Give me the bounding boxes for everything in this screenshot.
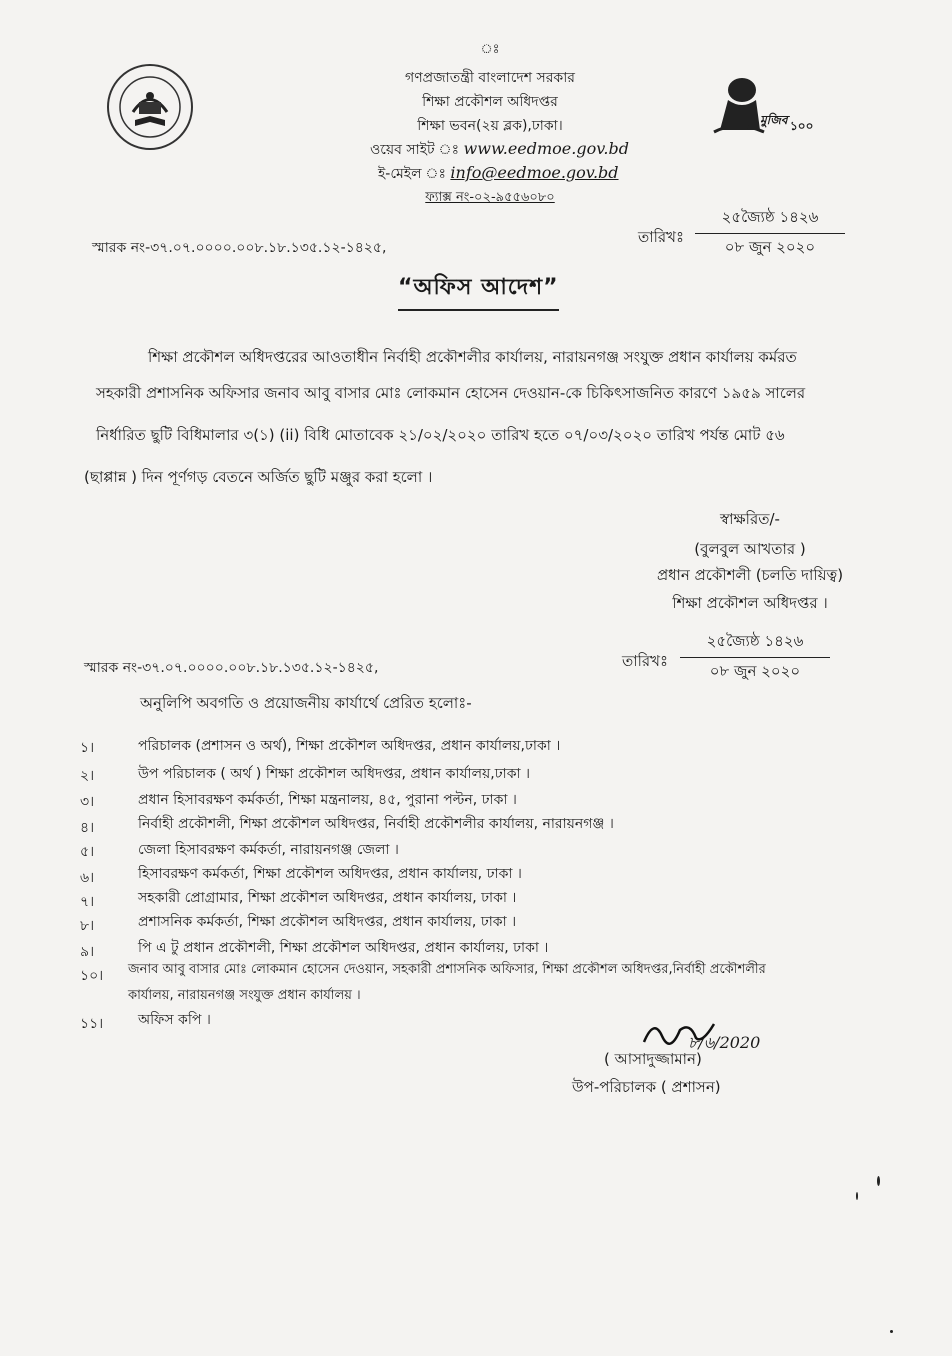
page-title: “অফিস আদেশ” [398,270,559,311]
copy-date-divider [680,657,830,658]
date-divider [695,233,845,234]
website-label: ওয়েব সাইট ঃ [370,142,460,158]
list-num-1: ১। [80,740,95,756]
list-num-9: ৯। [80,944,95,960]
signatory-name: (বুলবুল আখতার ) [694,540,806,558]
email-row [378,162,619,186]
mujib-logo-year: ১০০ [790,119,814,133]
list-item-9: পি এ টু প্রধান প্রকৌশলী, শিক্ষা প্রকৌশল অধিদপ্তর, প্রধান কার্যালয়, ঢাকা । [138,940,549,956]
copy-memo-number: স্মারক নং-৩৭.০৭.০০০০.০০৮.১৮.১৩৫.১২-১৪২৫, [84,660,379,676]
signatory-designation: প্রধান প্রকৌশলী (চলতি দায়িত্ব) [656,566,844,584]
memo-number: স্মারক নং-৩৭.০৭.০০০০.০০৮.১৮.১৩৫.১২-১৪২৫, [92,240,387,256]
list-item-10: জনাব আবু বাসার মোঃ লোকমান হোসেন দেওয়ান, সহকারী প্রশাসনিক অফিসার, শিক্ষা প্রকৌশল অধিদপ্তর,নির্বাহী প্রকৌশলীর [128,962,766,977]
list-item-5: জেলা হিসাবরক্ষণ কর্মকর্তা, নারায়নগঞ্জ জেলা । [138,842,399,858]
date-block [695,206,845,261]
list-num-4: ৪। [80,820,95,836]
date-bangla: ২৫জ্যৈষ্ঠ ১৪২৬ [721,208,819,226]
list-item-1: পরিচালক (প্রশাসন ও অর্থ), শিক্ষা প্রকৌশল অধিদপ্তর, প্রধান কার্যালয়,ঢাকা । [138,738,561,754]
list-num-2: ২। [80,768,95,784]
copy-intro: অনুলিপি অবগতি ও প্রয়োজনীয় কার্যার্থে প্রেরিত হলোঃ- [140,694,472,712]
list-num-8: ৮। [80,918,95,934]
date-label: তারিখঃ [638,228,684,246]
signatory-office: শিক্ষা প্রকৌশল অধিদপ্তর । [672,594,828,612]
copy-date-english: ০৮ জুন ২০২০ [709,662,801,680]
list-item-11: অফিস কপি । [138,1012,211,1028]
list-item-2: উপ পরিচালক ( অর্থ ) শিক্ষা প্রকৌশল অধিদপ্তর, প্রধান কার্যালয়,ঢাকা । [138,766,531,782]
list-num-10: ১০। [80,968,104,984]
list-item-3: প্রধান হিসাবরক্ষণ কর্মকর্তা, শিক্ষা মন্ত্রনালয়, ৪৫, পুরানা পল্টন, ঢাকা । [138,792,517,808]
list-num-5: ৫। [80,844,95,860]
list-item-4: নির্বাহী প্রকৌশলী, শিক্ষা প্রকৌশল অধিদপ্তর, নির্বাহী প্রকৌশলীর কার্যালয়, নারায়নগঞ্জ । [138,816,614,832]
body-line-3: নির্ধারিত ছুটি বিধিমালার ৩(১) (ii) বিধি মোতাবেক ২১/০২/২০২০ তারিখ হতে ০৭/০৩/২০২০ তারিখ পর্যন্ত মোট ৫৬ [96,426,785,444]
list-item-6: হিসাবরক্ষণ কর্মকর্তা, শিক্ষা প্রকৌশল অধিদপ্তর, প্রধান কার্যালয়, ঢাকা । [138,866,522,882]
department-emblem-icon [105,62,195,152]
body-line-1: শিক্ষা প্রকৌশল অধিদপ্তরের আওতাধীন নির্বাহী প্রকৌশলীর কার্যালয়, নারায়নগঞ্জ সংযুক্ত প্রধান কার্যালয় কর্মরত [148,348,797,366]
signed-label: স্বাক্ষরিত/- [720,510,780,528]
list-item-7: সহকারী প্রোগ্রামার, শিক্ষা প্রকৌশল অধিদপ্তর, প্রধান কার্যালয়, ঢাকা । [138,890,517,906]
body-line-4: (ছাপ্পান্ন ) দিন পূর্ণগড় বেতনে অর্জিত ছুটি মঞ্জুর করা হলো । [84,468,433,486]
top-mark: ঃ [480,42,500,57]
list-item-10-cont: কার্যালয়, নারায়নগঞ্জ সংযুক্ত প্রধান কার্যালয় । [128,988,361,1003]
website-row [370,138,629,162]
deputy-designation: উপ-পরিচালক ( প্রশাসন) [572,1078,721,1096]
list-item-8: প্রশাসনিক কর্মকর্তা, শিক্ষা প্রকৌশল অধিদপ্তর, প্রধান কার্যালয়, ঢাকা । [138,914,517,930]
fax-number: ফ্যাক্স নং-০২-৯৫৫৬০৮০ [425,190,555,205]
list-num-11: ১১। [80,1016,104,1032]
header-department: শিক্ষা প্রকৌশল অধিদপ্তর [422,94,558,110]
copy-date-label: তারিখঃ [622,652,668,670]
list-num-7: ৭। [80,894,95,910]
mujib-logo-text: মুজিব [760,113,788,127]
email-label: ই-মেইল ঃ [378,166,446,182]
copy-date-block [680,630,830,685]
body-line-2: সহকারী প্রশাসনিক অফিসার জনাব আবু বাসার মোঃ লোকমান হোসেন দেওয়ান-কে চিকিৎসাজনিত কারণে ১৯৫৯ সালের [96,384,806,402]
scan-speck [877,1176,880,1186]
deputy-name: ( আসাদুজ্জামান) [604,1050,702,1068]
header-government: গণপ্রজাতন্ত্রী বাংলাদেশ সরকার [405,70,575,86]
list-num-6: ৬। [80,870,95,886]
scan-speck [856,1192,858,1200]
copy-date-bangla: ২৫জ্যৈষ্ঠ ১৪২৬ [706,632,804,650]
list-num-3: ৩। [80,794,95,810]
date-english: ০৮ জুন ২০২০ [724,238,816,256]
scan-speck [890,1330,893,1333]
handwritten-date: ৮/৬/2020 [688,1033,761,1052]
header-address: শিক্ষা ভবন(২য় ব্লক),ঢাকা। [417,118,563,134]
email-link[interactable]: info@eedmoe.gov.bd [450,163,619,182]
website-link[interactable]: www.eedmoe.gov.bd [463,139,629,158]
